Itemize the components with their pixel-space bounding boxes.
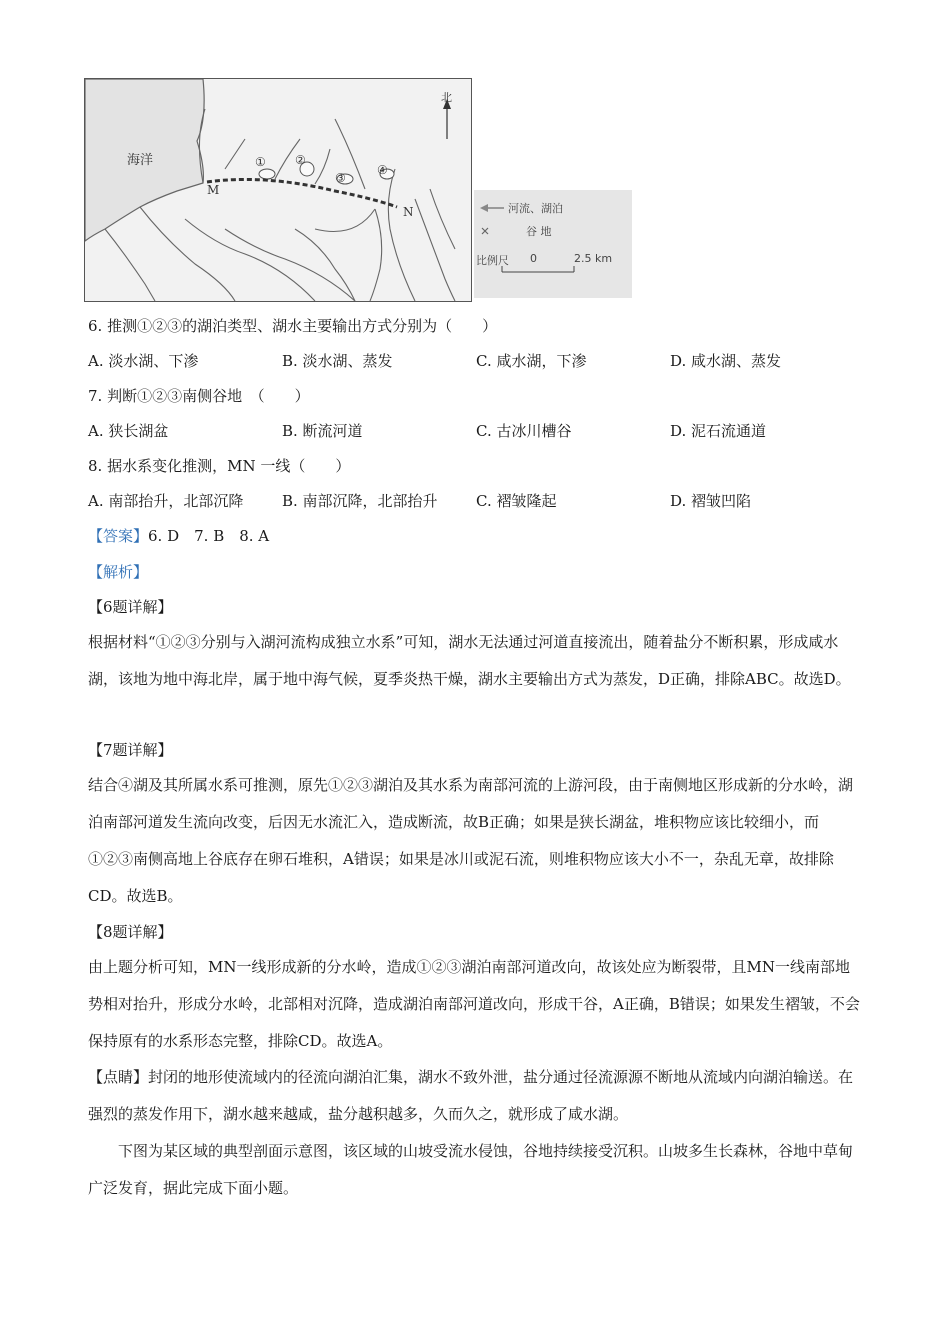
north-label: 北 xyxy=(441,91,452,104)
next-intro-paragraph: 下图为某区域的典型剖面示意图，该区域的山坡受流水侵蚀，谷地持续接受沉积。山坡多生长森林，谷地中草甸广泛发育，据此完成下面小题。 xyxy=(88,1142,854,1197)
point-m-label: M xyxy=(207,183,220,197)
lake-3-label: ③ xyxy=(335,171,346,185)
detail-7-text xyxy=(88,767,864,915)
legend-scale-value: 2.5 km xyxy=(574,252,613,265)
answer-line xyxy=(88,526,269,546)
point-n-label: N xyxy=(403,205,414,219)
detail-6-title: 【6题详解】 xyxy=(88,598,173,616)
lake-4-label: ④ xyxy=(377,163,388,177)
question-7-option-b: B. 断流河道 xyxy=(282,422,363,440)
answer-text: 6. D 7. B 8. A xyxy=(148,527,270,545)
question-7-option-d: D. 泥石流通道 xyxy=(670,422,767,440)
next-question-intro xyxy=(88,1133,864,1207)
detail-8-title: 【8题详解】 xyxy=(88,923,173,941)
river-map-figure xyxy=(84,78,472,302)
legend-scale-label: 比例尺 xyxy=(476,254,509,267)
lake-2-label: ② xyxy=(295,153,306,167)
question-8-option-c: C. 褶皱隆起 xyxy=(476,492,557,510)
question-6-option-c: C. 咸水湖，下渗 xyxy=(476,352,587,370)
analysis-tag: 【解析】 xyxy=(88,563,149,581)
tip-tag: 【点睛】 xyxy=(88,1068,149,1086)
question-6-option-a: A. 淡水湖、下渗 xyxy=(88,352,199,370)
legend-scale-zero: 0 xyxy=(530,252,537,265)
question-6-option-b: B. 淡水湖、蒸发 xyxy=(282,352,393,370)
tip-text: 封闭的地形使流域内的径流向湖泊汇集，湖水不致外泄，盐分通过径流源源不断地从流域内向湖泊输送。在强烈的蒸发作用下，湖水越来越咸，盐分越积越多，久而久之，就形成了咸水湖。 xyxy=(88,1068,854,1123)
question-8-option-a: A. 南部抬升，北部沉降 xyxy=(88,492,244,510)
question-8-option-b: B. 南部沉降，北部抬升 xyxy=(282,492,438,510)
answer-tag: 【答案】 xyxy=(88,527,149,545)
detail-8-text xyxy=(88,949,864,1060)
river-map-drawing xyxy=(85,79,471,301)
lake-1-label: ① xyxy=(255,155,266,169)
detail-6-text xyxy=(88,624,864,698)
question-6-option-d: D. 咸水湖、蒸发 xyxy=(670,352,782,370)
ocean-label: 海洋 xyxy=(127,153,154,168)
question-8-option-d: D. 褶皱凹陷 xyxy=(670,492,752,510)
question-7-option-c: C. 古冰川槽谷 xyxy=(476,422,572,440)
legend-valley-label: 谷 地 xyxy=(526,225,552,238)
tip-block xyxy=(88,1059,864,1133)
detail-7-paragraph: 结合④湖及其所属水系可推测，原先①②③湖泊及其水系为南部河流的上游河段，由于南侧地区形成新的分水岭，湖泊南部河道发生流向改变，后因无水流汇入，造成断流，故B正确；如果是狭长湖盆，堆积物应该比较细小，而①②③南侧高地上谷底存在卵石堆积，A错误；如果是冰川或泥石流，则堆积物应该大小不一，杂乱无章，故排除CD。故选B。 xyxy=(88,776,854,905)
detail-6-paragraph: 根据材料“①②③分别与入湖河流构成独立水系”可知，湖水无法通过河道直接流出，随着盐分不断积累，形成咸水湖，该地为地中海北岸，属于地中海气候，夏季炎热干燥，湖水主要输出方式为蒸发，D正确，排除ABC。故选D。 xyxy=(88,633,851,688)
question-8-stem: 8. 据水系变化推测，MN 一线（ ） xyxy=(88,457,351,475)
question-7-option-a: A. 狭长湖盆 xyxy=(88,422,169,440)
legend-river-label: 河流、湖泊 xyxy=(508,202,563,215)
question-7-stem: 7. 判断①②③南侧谷地 （ ） xyxy=(88,387,310,405)
detail-7-title: 【7题详解】 xyxy=(88,741,173,759)
detail-8-paragraph: 由上题分析可知，MN一线形成新的分水岭，造成①②③湖泊南部河道改向，故该处应为断裂带，且MN一线南部地势相对抬升，形成分水岭，北部相对沉降，造成湖泊南部河道改向，形成干谷，A正确，B错误；如果发生褶皱，不会保持原有的水系形态完整，排除CD。故选A。 xyxy=(88,958,860,1050)
question-6-stem: 6. 推测①②③的湖泊类型、湖水主要输出方式分别为（ ） xyxy=(88,317,498,335)
map-legend xyxy=(474,190,632,298)
